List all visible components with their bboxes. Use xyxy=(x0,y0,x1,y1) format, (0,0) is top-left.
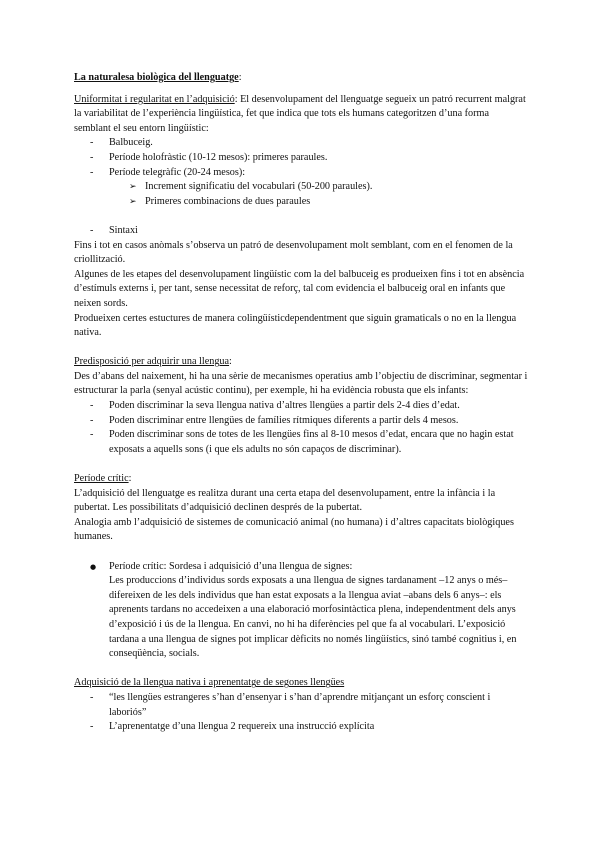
predisposition-title: Predisposició per adquirir una llengua xyxy=(74,356,230,368)
critical-bullet-list xyxy=(74,560,528,662)
predisposition-colon: : xyxy=(229,356,232,368)
predisposition-heading xyxy=(74,355,528,370)
critical-bullet-item xyxy=(74,560,528,662)
predisposition-list xyxy=(74,399,528,457)
acquisition-list xyxy=(74,691,528,735)
telegraphic-sub-item: ➢ Increment significatiu del vocabulari (50-200 paraules). xyxy=(74,180,528,195)
critical-colon: : xyxy=(128,473,132,485)
spacer xyxy=(74,457,528,472)
critical-bullet-title: ● Període crític: Sordesa i adquisició d’una llengua de signes: xyxy=(109,560,353,572)
acquisition-title: Adquisició de la llengua nativa i aprenentatge de segones llengües xyxy=(74,677,345,689)
acquisition-item: - “les llengües estrangeres s’han d’ensenyar i s’han d’aprendre mitjançant un esforç conscient i laboriós” xyxy=(74,691,528,720)
intro-paragraph xyxy=(74,93,528,137)
spacer xyxy=(74,662,528,677)
spacer xyxy=(74,209,528,224)
predisposition-paragraph: Des d’abans del naixement, hi ha una sèrie de mecanismes operatius amb l’objectiu de discriminar, segmentar i estructurar la parla (senyal acústic continu), per exemple, hi ha evidència robusta que els infants: xyxy=(74,370,528,397)
intro-lead: Uniformitat i regularitat en l’adquisició xyxy=(74,93,235,105)
stage-item: - Període holofràstic (10-12 mesos): primeres paraules. xyxy=(74,151,528,166)
stage-item: - Balbuceig. xyxy=(74,136,528,151)
critical-bullet-text: Les produccions d’individus sords exposats a una llengua de signes tardanament –12 anys o més– difereixen de les dels individus que han estat exposats a la llengua aviat –abans dels 6 anys–: els aprenents tardans no accedeixen a una elaboració morfosintàctica plena, independentment dels anys d’exposició i ús de la llengua. En canvi, no hi ha diferències pel que fa al vocabulari. L’exposició tardana a una llengua de signes pot implicar dèficits no només lingüístics, sinó també cognitius i, en conseqüència, socials. xyxy=(109,575,517,660)
predisposition-item: - Poden discriminar entre llengües de famílies rítmiques diferents a partir dels 4 mesos. xyxy=(74,414,528,429)
spacer xyxy=(74,86,528,93)
telegraphic-sub-item: ➢ Primeres combinacions de dues paraules xyxy=(74,195,528,210)
predisposition-item: - Poden discriminar la seva llengua nativa d’altres llengües a partir dels 2-4 dies d’edat. xyxy=(74,399,528,414)
document-title xyxy=(74,71,528,86)
intro-text: : El desenvolupament del llenguatge segueix un patró recurrent malgrat la variabilitat de l’experiència lingüística, fet que indica que tots els humans categoritzen d’una forma semblant el seu entorn lingüístic: xyxy=(74,93,526,134)
predisposition-item: - Poden discriminar sons de totes de les llengües fins al 8-10 mesos d’edat, encara que no hagin estat exposats a aquells sons (i que els adults no són capaços de discriminar). xyxy=(74,428,528,457)
stage-item: - Període telegràfic (20-24 mesos): xyxy=(74,166,528,181)
critical-heading xyxy=(74,472,528,487)
document-title-text: La naturalesa biològica del llenguatge xyxy=(74,72,239,83)
telegraphic-sublist xyxy=(74,180,528,209)
document-title-colon: : xyxy=(238,72,242,83)
stages-list-continued xyxy=(74,224,528,239)
critical-title: Període crític xyxy=(74,473,129,485)
spacer xyxy=(74,545,528,560)
body-paragraph: Produeixen certes estuctures de manera colingüísticdependentment que siguin gramaticals o no en la llengua nativa. xyxy=(74,312,517,339)
spacer xyxy=(74,341,528,356)
body-paragraph: Fins i tot en casos anòmals s’observa un patró de desenvolupament molt semblant, com en el fenomen de la criollització. xyxy=(74,239,513,266)
body-paragraph: Algunes de les etapes del desenvolupament lingüístic com la del balbuceig es produeixen fins i tot en absència d’estímuls externs i, per tant, sense necessitat de reforç, tal com evidencia el balbuceig oral en infants que neixen sords. xyxy=(74,268,525,309)
document-page xyxy=(74,71,528,735)
stage-item: - Sintaxi xyxy=(74,224,528,239)
acquisition-item: - L’aprenentatge d’una llengua 2 requereix una instrucció explícita xyxy=(74,720,528,735)
stages-list xyxy=(74,136,528,180)
critical-paragraph: Analogia amb l’adquisició de sistemes de comunicació animal (no humana) i d’altres capacitats biològiques humanes. xyxy=(74,516,514,543)
critical-paragraph: L’adquisició del llenguatge es realitza durant una certa etapa del desenvolupament, entre la infància i la pubertat. Les possibilitats d’adquisició declinen després de la pubertat. xyxy=(74,487,496,514)
